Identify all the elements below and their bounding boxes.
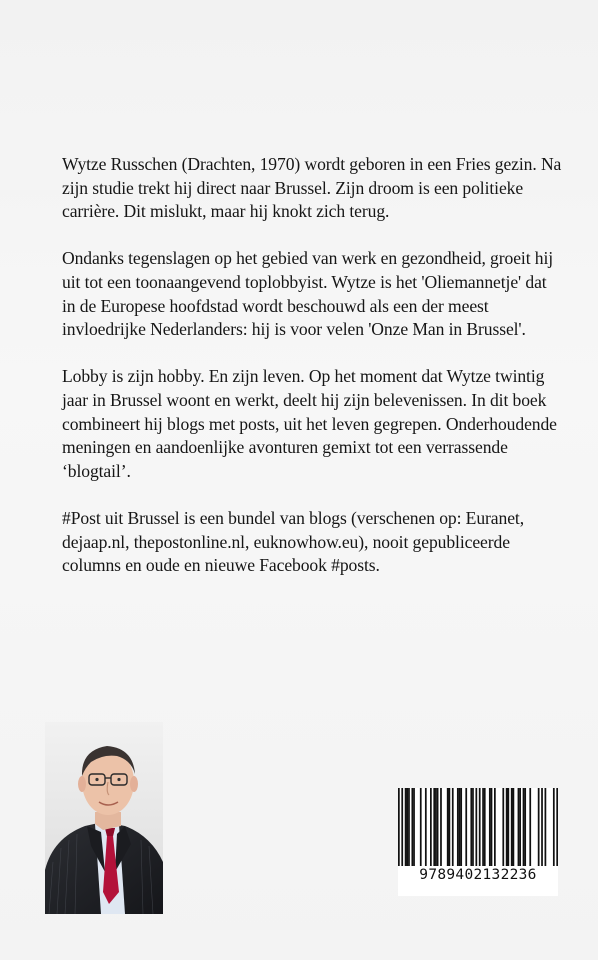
barcode-bar (465, 788, 467, 866)
barcode-bar (452, 788, 454, 866)
barcode-bar (511, 788, 513, 866)
barcode-bar (489, 788, 491, 866)
barcode-bar (430, 788, 432, 866)
barcode-bar (470, 788, 472, 866)
author-photo (45, 722, 163, 914)
blurb-paragraph-4: #Post uit Brussel is een bundel van blogs (verschenen op: Euranet, dejaap.nl, thepostonline.nl, euknowhow.eu), nooit gepubliceerde columns en oude en nieuwe Facebook #posts. (62, 507, 524, 576)
blurb-paragraph-2: Ondanks tegenslagen op het gebied van werk en gezondheid, groeit hij uit tot een toonaangevend toplobbyist. Wytze is het 'Oliemannetje' dat in de Europese hoofdstad wordt beschouwd als een der meest invloedrijke Nederlanders: hij is voor velen 'Onze Man in Brussel'. (62, 248, 554, 340)
barcode-bar (479, 788, 481, 866)
barcode-bar (553, 788, 555, 866)
barcode-bar (518, 788, 520, 866)
barcode-bar (475, 788, 477, 866)
barcode-bar (405, 788, 407, 866)
isbn-number: 9789402132236 (419, 867, 537, 883)
barcode-bar (406, 788, 408, 866)
barcode-bar (491, 788, 493, 866)
barcode-bar (507, 788, 509, 866)
barcode-bar (437, 788, 439, 866)
back-cover-blurb (62, 153, 562, 601)
barcode-bar (482, 788, 484, 866)
barcode-bar (433, 788, 435, 866)
barcode-bar (459, 788, 461, 866)
barcode-bar (457, 788, 459, 866)
blurb-paragraph-1: Wytze Russchen (Drachten, 1970) wordt geboren in een Fries gezin. Na zijn studie trekt hij direct naar Brussel. Zijn droom is een politieke carrière. Dit mislukt, maar hij knokt zich terug. (62, 154, 562, 222)
blurb-paragraph-3: Lobby is zijn hobby. En zijn leven. Op het moment dat Wytze twintig jaar in Brussel woont en werkt, deelt hij zijn belevenissen. In dit boek combineert hij blogs met posts, uit het leven gegrepen. Onderhoudende meningen en aandoenlijke avonturen gemixt tot een verrassende ‘blogtail’. (62, 366, 557, 481)
barcode-bar (413, 788, 415, 866)
barcode-bar (440, 788, 442, 866)
barcode-bars (398, 788, 558, 866)
barcode-bar (529, 788, 531, 866)
isbn-barcode (398, 788, 558, 896)
barcode-bar (556, 788, 558, 866)
barcode-bar (449, 788, 451, 866)
barcode-bar (494, 788, 496, 866)
barcode-bar (411, 788, 413, 866)
barcode-bar (538, 788, 540, 866)
barcode-bar (484, 788, 486, 866)
barcode-bar (545, 788, 547, 866)
barcode-bar (420, 788, 422, 866)
barcode-bar (472, 788, 474, 866)
barcode-bar (502, 788, 504, 866)
barcode-bar (435, 788, 437, 866)
barcode-bar (425, 788, 427, 866)
barcode-bar (506, 788, 508, 866)
barcode-bar (523, 788, 525, 866)
barcode-bar (398, 788, 400, 866)
barcode-bar (513, 788, 515, 866)
barcode-bar (447, 788, 449, 866)
barcode-bar (408, 788, 410, 866)
barcode-bar (519, 788, 521, 866)
barcode-bar (401, 788, 403, 866)
barcode-bar (524, 788, 526, 866)
barcode-bar (541, 788, 543, 866)
barcode-bar (460, 788, 462, 866)
author-portrait-icon (45, 722, 163, 914)
